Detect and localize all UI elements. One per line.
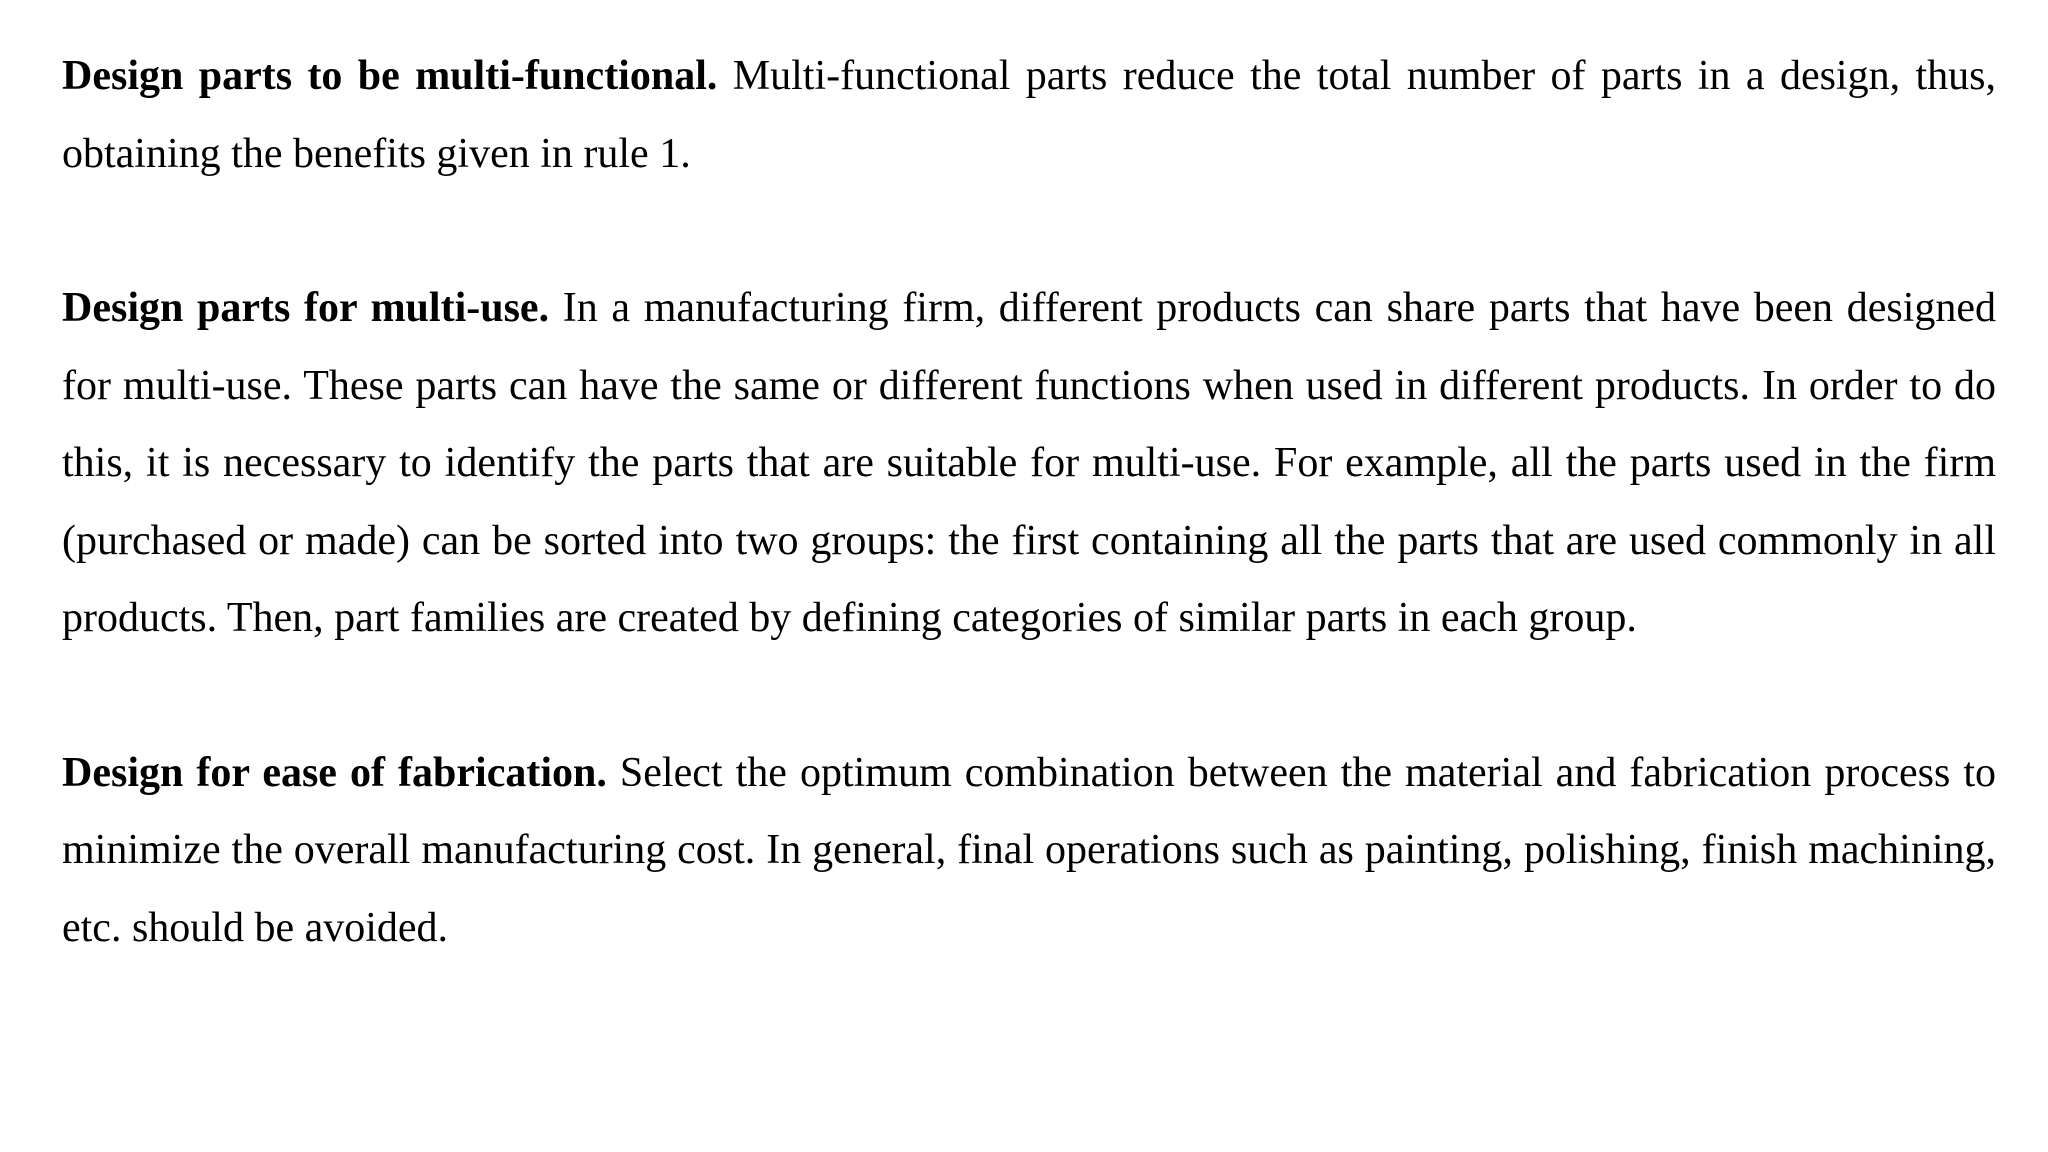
- paragraph-body: Select the optimum combination between the material and fabrication process to minimize the overall manufacturing cost. In general, final operations such as painting, polishing, finish machining, etc. should be avoided.: [62, 749, 1997, 951]
- paragraph-multi-functional: [62, 38, 1996, 193]
- paragraph-body: Multi-functional parts reduce the total number of parts in a design, thus, obtaining the benefits given in rule 1.: [62, 53, 1996, 177]
- paragraph-ease-of-fabrication: [62, 735, 1996, 968]
- paragraph-multi-use: [62, 270, 1996, 658]
- paragraph-body: In a manufacturing firm, different products can share parts that have been designed for multi-use. These parts can have the same or different functions when used in different products. In order to do this, it is necessary to identify the parts that are suitable for multi-use. For example, all the parts used in the firm (purchased or made) can be sorted into two groups: the first containing all the parts that are used commonly in all products. Then, part families are created by defining categories of similar parts in each group.: [62, 285, 1997, 641]
- paragraph-heading: Design for ease of fabrication.: [62, 749, 607, 796]
- paragraph-heading: Design parts to be multi-functional.: [62, 53, 718, 99]
- document-page: [62, 38, 1996, 1044]
- paragraph-heading: Design parts for multi-use.: [62, 285, 550, 331]
